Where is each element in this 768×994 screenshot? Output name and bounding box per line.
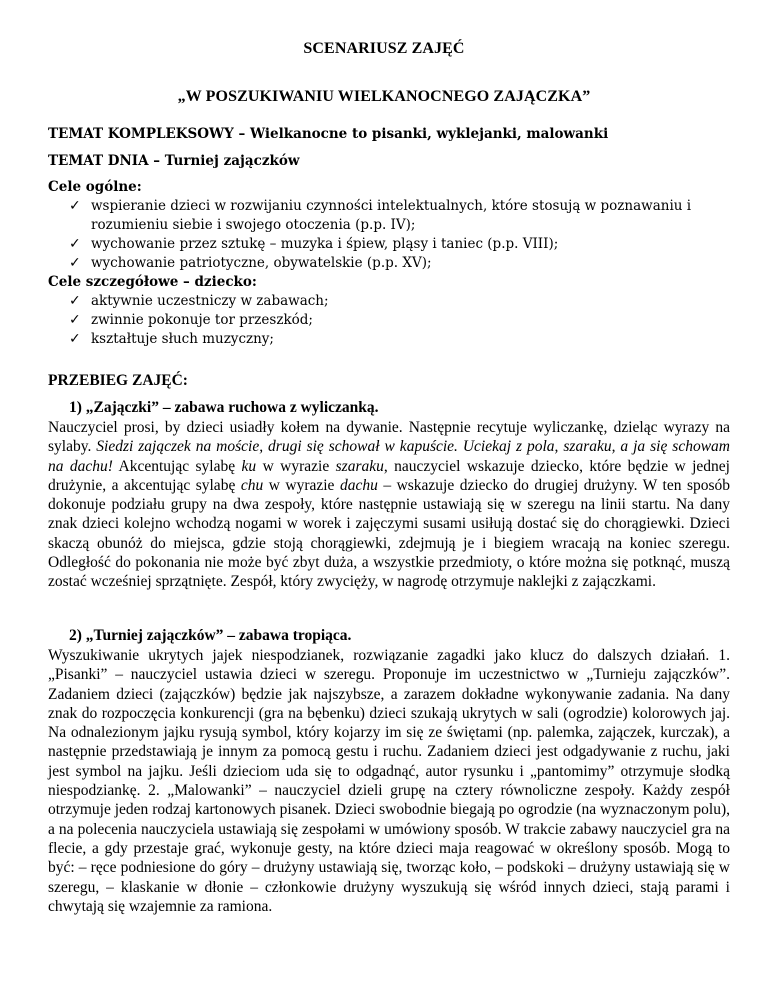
checkmark-icon: ✓ (69, 236, 81, 252)
checkmark-icon: ✓ (69, 293, 81, 309)
specific-goals-heading: Cele szczegółowe – dziecko: (48, 274, 257, 290)
document-subtitle: „W POSZUKIWANIU WIELKANOCNEGO ZAJĄCZKA” (177, 88, 591, 105)
section2-text: Wyszukiwanie ukrytych jajek niespodzianek, rozwiązanie zagadki jako klucz do dalszych działań. 1. „Pisanki” – nauczyciel ustawia dzieci w szeregu. Proponuje im uczestnictwo w „Turnieju zajączków”. Zadaniem dzieci (zajączków) będzie jak najszybsze, a zarazem dokładne wykonywanie zadania. Na dany znak do rozpoczęcia konkurencji (gra na bębenku) dzieci szukają ukrytych w sali (ogrodzie) kolorowych jaj. Na odnalezionym jajku rysują symbol, który kojarzy im się ze świętami (np. palemka, zajączek, kurczak), a następnie przedstawiają je innym za pomocą gestu i ruchu. Zadaniem dzieci jest odgadywanie z ruchu, jaki jest symbol na jajku. Jeśli dzieciom uda się to odgadnąć, autor rysunku i „pantomimy” otrzymuje słodką niespodziankę. 2. „Malowanki” – nauczyciel dzieli grupę na cztery równoliczne zespoły. Każdy zespół otrzymuje jeden rodzaj kartonowych pisanek. Dzieci swobodnie biegają po ogrodzie (na wyznaczonym polu), a na polecenia nauczyciela ustawiają się zespołami w umówiony sposób. W trakcie zabawy nauczyciel gra na flecie, a gdy przestaje grać, wykonuje gesty, na które dzieci maja reagować w określony sposób. Mogą to być: – ręce podniesione do góry – drużyny ustawiają się, tworząc koło, – podskoki – drużyny ustawiają się w szeregu, – klaskanie w dłonie – członkowie drużyny wyszukują się wśród innych dzieci, stają parami i chwytają się wzajemnie za ramiona. (48, 647, 730, 915)
list-item: ✓ zwinnie pokonuje tor przeszkód; (69, 312, 313, 328)
topic-complex: TEMAT KOMPLEKSOWY – Wielkanocne to pisanki, wyklejanki, malowanki (48, 126, 609, 142)
section1-heading: 1) „Zajączki” – zabawa ruchowa z wyliczanką. (69, 399, 379, 416)
list-item: ✓ wspieranie dzieci w rozwijaniu czynności intelektualnych, które stosują w poznawaniu i rozumieniu siebie i swojego otoczenia (p.p. IV); (69, 198, 692, 233)
checkmark-icon: ✓ (69, 331, 81, 347)
general-goals-heading: Cele ogólne: (48, 179, 142, 195)
list-item: ✓ wychowanie patriotyczne, obywatelskie (p.p. XV); (69, 255, 432, 271)
general-goals-list (69, 197, 729, 273)
specific-goals-list (69, 292, 729, 349)
document-title: SCENARIUSZ ZAJĘĆ (303, 40, 465, 57)
topic-day: TEMAT DNIA – Turniej zajączków (48, 153, 300, 169)
checkmark-icon: ✓ (69, 312, 81, 328)
checkmark-icon: ✓ (69, 255, 81, 271)
section2-heading: 2) „Turniej zajączków” – zabawa tropiąca. (69, 627, 352, 644)
list-item: ✓ kształtuje słuch muzyczny; (69, 331, 274, 347)
section1-text: Nauczyciel prosi, by dzieci usiadły kołem na dywanie. Następnie recytuje wyliczankę, dzieląc wyrazy na sylaby. Siedzi zajączek na moście, drugi się schował w kapuście. Uciekaj z pola, szaraku, a ja się schowam na dachu! Akcentując sylabę ku w wyrazie szaraku, nauczyciel wskazuje dziecko, które będzie w jednej drużynie, a akcentując sylabę chu w wyrazie dachu – wskazuje dziecko do drugiej drużyny. W ten sposób dokonuje podziału grupy na dwa zespoły, które następnie ustawiają się w szeregu na linii startu. Na dany znak dzieci kolejno wchodzą nogami w worek i zajęczymi susami usiłują dostać się do chorągiewki. Dzieci skaczą obunóż do miejsca, gdzie stoją chorągiewki, zdejmują je i biegiem wracają na koniec szeregu. Odległość do pokonania nie może być zbyt duża, a wszystkie przedmioty, o które można się potknąć, muszą zostać wcześniej sprzątnięte. Zespół, który zwycięży, w nagrodę otrzymuje naklejki z zajączkami. (48, 419, 731, 591)
checkmark-icon: ✓ (69, 198, 81, 214)
course-heading: PRZEBIEG ZAJĘĆ: (48, 372, 188, 389)
list-item: ✓ aktywnie uczestniczy w zabawach; (69, 293, 329, 309)
list-item: ✓ wychowanie przez sztukę – muzyka i śpiew, pląsy i taniec (p.p. VIII); (69, 236, 559, 252)
